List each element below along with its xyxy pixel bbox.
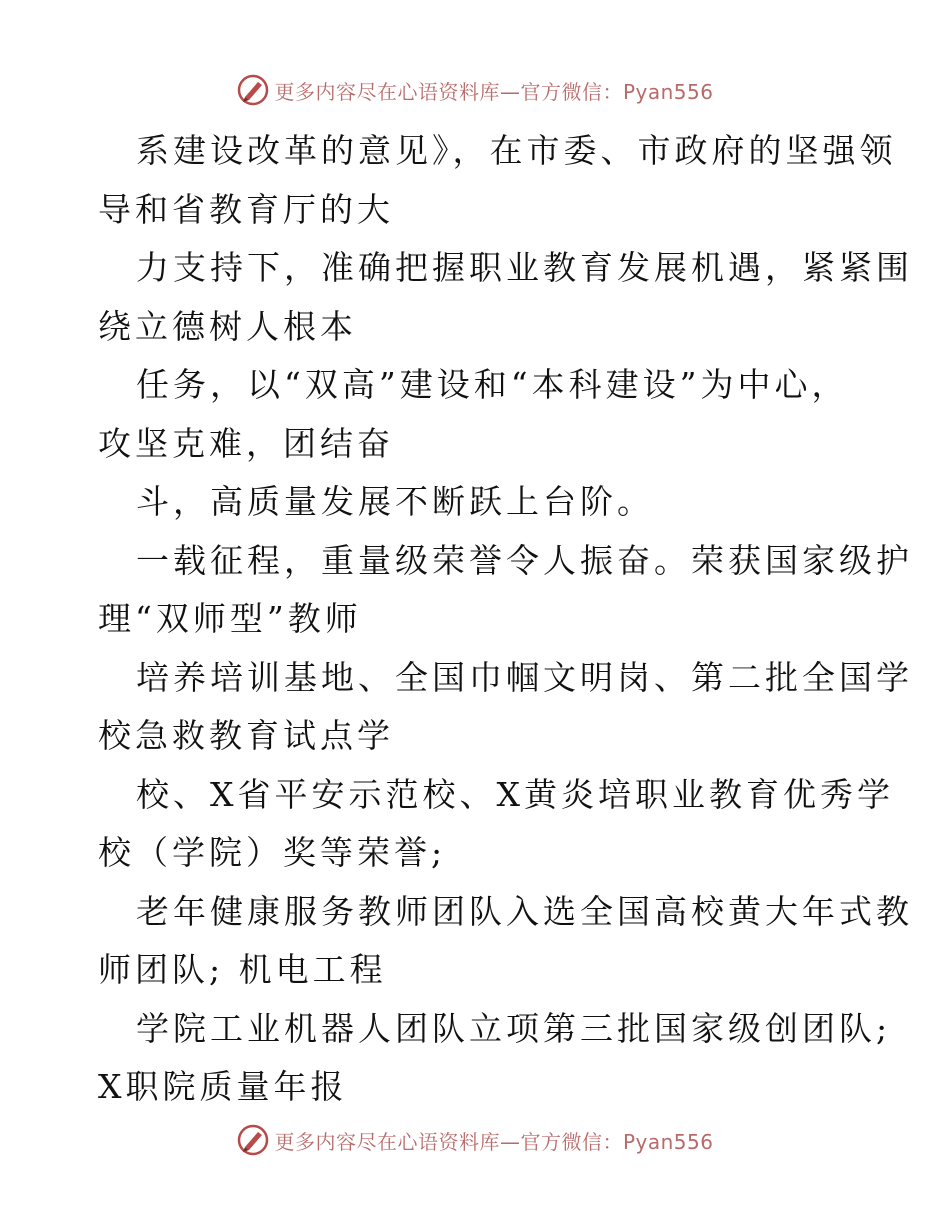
text-line: 校（学院）奖等荣誉; [98,833,447,872]
text-line: 校急救教育试点学 [98,716,394,755]
text-line: 力支持下，准确把握职业教育发展机遇，紧紧围 [136,248,913,287]
watermark-text: 更多内容尽在心语资料库—官方微信：Pyan556 [274,1129,714,1154]
text-line: 一载征程，重量级荣誉令人振奋。荣获国家级护 [136,540,913,580]
text-line: 理“双师型”教师 [98,599,362,638]
text-line: 学院工业机器人团队立项第三批国家级创团队; [136,1008,892,1048]
text-line: 导和省教育厅的大 [98,189,394,229]
text-line: 攻坚克难，团结奋 [98,423,394,463]
text-line: X职院质量年报 [98,1067,348,1106]
text-line: 培养培训基地、全国巾帼文明岗、第二批全国学 [136,657,913,697]
text-line: 任务，以“双高”建设和“本科建设”为中心， [136,365,849,404]
pen-logo-icon [236,1123,270,1157]
footer-watermark [0,1120,950,1160]
text-line: 系建设改革的意见》，在市委、市政府的坚强领 [136,131,897,170]
pen-logo-icon [236,73,270,107]
text-line: 老年健康服务教师团队入选全国高校黄大年式教 [136,891,913,931]
header-watermark [0,70,950,110]
text-line: 校、X省平安示范校、X黄炎培职业教育优秀学 [136,774,894,814]
watermark-text: 更多内容尽在心语资料库—官方微信：Pyan556 [274,79,714,104]
text-line: 师团队; 机电工程 [98,950,387,989]
document-body [98,122,913,1117]
text-line: 绕立德树人根本 [98,306,357,346]
text-line: 斗，高质量发展不断跃上台阶。 [136,482,654,521]
